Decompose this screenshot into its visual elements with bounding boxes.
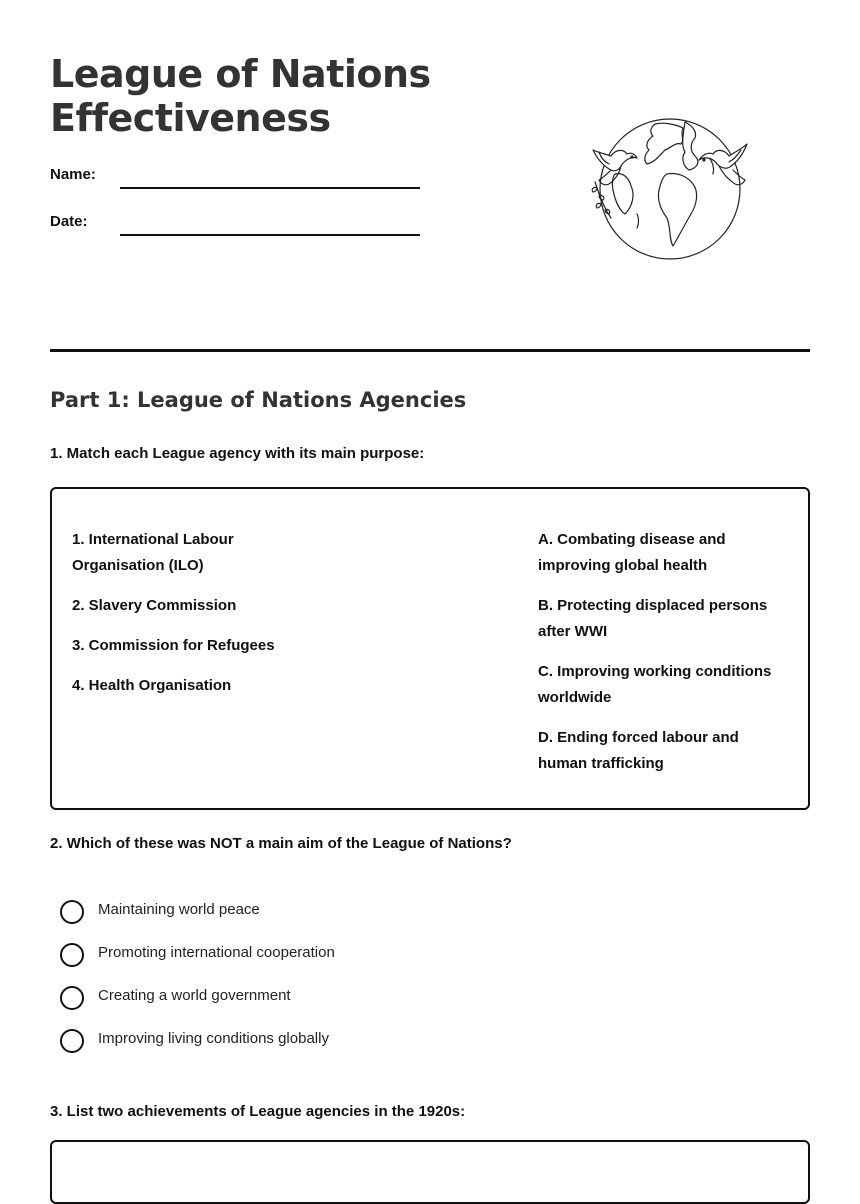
option-label: Maintaining world peace (98, 901, 260, 918)
purpose-item: D. Ending forced labour and human trafficking (538, 729, 739, 772)
worksheet-title: League of Nations Effectiveness (50, 52, 431, 140)
date-field[interactable] (50, 211, 420, 241)
question-1-prompt: 1. Match each League agency with its main purpose: (50, 445, 425, 462)
purpose-item: A. Combating disease and improving global health (538, 531, 726, 574)
option-label: Improving living conditions globally (98, 1030, 329, 1047)
agency-item: 1. International Labour Organisation (ILO) (72, 531, 234, 574)
radio-button[interactable] (60, 1029, 84, 1053)
radio-button[interactable] (60, 900, 84, 924)
agency-item: 3. Commission for Refugees (72, 637, 275, 654)
radio-button[interactable] (60, 943, 84, 967)
option-label: Promoting international cooperation (98, 944, 335, 961)
name-field[interactable] (50, 164, 420, 194)
name-label: Name: (50, 166, 96, 183)
question-3-answer-box[interactable] (50, 1140, 810, 1204)
question-3-prompt: 3. List two achievements of League agencies in the 1920s: (50, 1103, 466, 1120)
option-label: Creating a world government (98, 987, 291, 1004)
name-line[interactable] (120, 187, 420, 189)
worksheet-header (50, 52, 810, 292)
purpose-item: C. Improving working conditions worldwide (538, 663, 772, 706)
agency-item: 2. Slavery Commission (72, 597, 237, 614)
agency-item: 4. Health Organisation (72, 677, 232, 694)
part1-title: Part 1: League of Nations Agencies (50, 388, 467, 412)
purpose-list (538, 527, 790, 791)
radio-button[interactable] (60, 986, 84, 1010)
question-2-prompt: 2. Which of these was NOT a main aim of the League of Nations? (50, 835, 512, 852)
agency-list (72, 527, 312, 713)
date-line[interactable] (120, 234, 420, 236)
globe-with-doves-icon (585, 114, 755, 264)
purpose-item: B. Protecting displaced persons after WWI (538, 597, 768, 640)
matching-box (50, 487, 810, 810)
date-label: Date: (50, 213, 88, 230)
header-divider (50, 349, 810, 352)
